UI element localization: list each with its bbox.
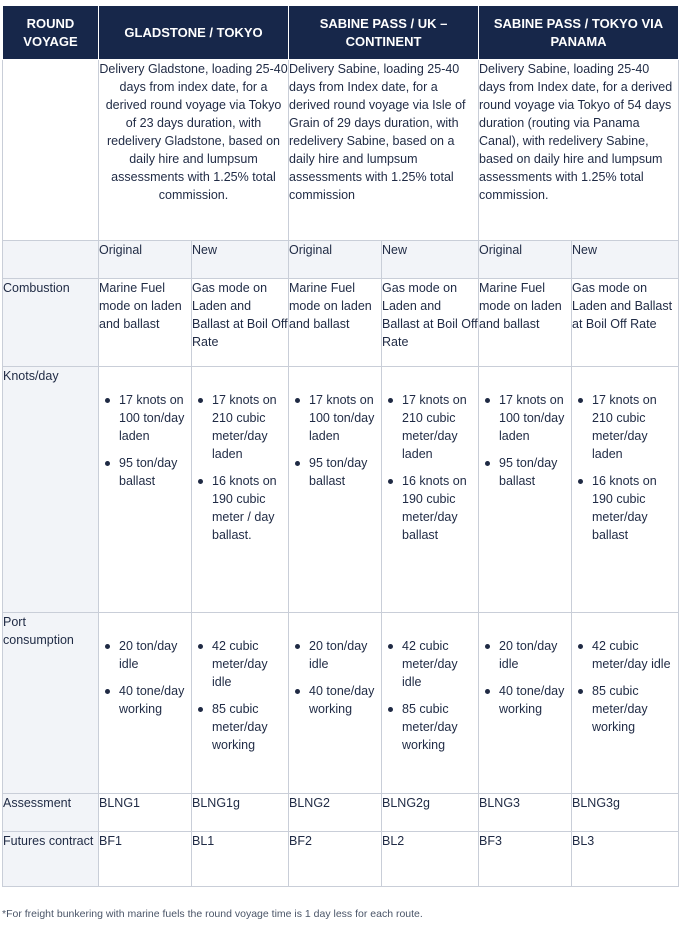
port-new	[572, 613, 679, 794]
knots-original	[99, 367, 192, 613]
assessment-value: BLNG1g	[192, 794, 289, 832]
list-item: 95 ton/day ballast	[309, 454, 381, 490]
combustion-original: Marine Fuel mode on laden and ballast	[99, 279, 192, 367]
assessment-label: Assessment	[3, 794, 99, 832]
list-item: 17 knots on 100 ton/day laden	[499, 391, 571, 445]
list-item: 40 tone/day working	[119, 682, 191, 718]
header-sabine-tokyo-panama: SABINE PASS / TOKYO VIA PANAMA	[479, 6, 679, 60]
assessment-value: BLNG2	[289, 794, 382, 832]
list-item: 20 ton/day idle	[309, 637, 381, 673]
list-item: 42 cubic meter/day idle	[212, 637, 288, 691]
route-3-description: Delivery Sabine, loading 25-40 days from Index date, for a derived round voyage via Tokyo of 54 days duration (routing via Panama Canal), with redelivery Sabine, based on daily hire and lumpsum assessments with 1.25% total commission.	[479, 60, 679, 241]
list-item: 17 knots on 210 cubic meter/day laden	[212, 391, 288, 463]
list-item: 95 ton/day ballast	[499, 454, 571, 490]
subheader-original: Original	[289, 241, 382, 279]
knots-new	[572, 367, 679, 613]
list-item: 17 knots on 210 cubic meter/day laden	[592, 391, 678, 463]
list-item: 42 cubic meter/day idle	[402, 637, 478, 691]
knots-original	[289, 367, 382, 613]
list-item: 17 knots on 100 ton/day laden	[309, 391, 381, 445]
subheader-original: Original	[99, 241, 192, 279]
list-item: 16 knots on 190 cubic meter / day ballast.	[212, 472, 288, 544]
list-item: 85 cubic meter/day working	[402, 700, 478, 754]
subheader-row	[3, 241, 679, 279]
futures-value: BL2	[382, 832, 479, 887]
list-item: 85 cubic meter/day working	[592, 682, 678, 736]
futures-contract-label: Futures contract	[3, 832, 99, 887]
list-item: 42 cubic meter/day idle	[592, 637, 678, 673]
route-2-description: Delivery Sabine, loading 25-40 days from Index date, for a derived round voyage via Isle of Grain of 29 days duration, with redelivery Sabine, based on a daily hire and lumpsum assessments with 1.25% total commission	[289, 60, 479, 241]
port-original	[99, 613, 192, 794]
combustion-original: Marine Fuel mode on laden and ballast	[289, 279, 382, 367]
description-row	[3, 60, 679, 241]
futures-value: BL1	[192, 832, 289, 887]
list-item: 16 knots on 190 cubic meter/day ballast	[592, 472, 678, 544]
futures-value: BL3	[572, 832, 679, 887]
combustion-new: Gas mode on Laden and Ballast at Boil Off Rate	[192, 279, 289, 367]
combustion-label: Combustion	[3, 279, 99, 367]
combustion-new: Gas mode on Laden and Ballast at Boil Off Rate	[382, 279, 479, 367]
knots-new	[192, 367, 289, 613]
header-round-voyage: ROUND VOYAGE	[3, 6, 99, 60]
assessment-value: BLNG2g	[382, 794, 479, 832]
list-item: 17 knots on 210 cubic meter/day laden	[402, 391, 478, 463]
port-consumption-label: Port consumption	[3, 613, 99, 794]
futures-value: BF2	[289, 832, 382, 887]
list-item: 40 tone/day working	[499, 682, 571, 718]
combustion-row	[3, 279, 679, 367]
list-item: 17 knots on 100 ton/day laden	[119, 391, 191, 445]
subheader-original: Original	[479, 241, 572, 279]
combustion-new: Gas mode on Laden and Ballast at Boil Off Rate	[572, 279, 679, 367]
route-1-description: Delivery Gladstone, loading 25-40 days from index date, for a derived round voyage via Tokyo of 23 days duration, with redelivery Gladstone, based on daily hire and lumpsum assessments with 1.25% total commission.	[99, 60, 289, 241]
futures-value: BF1	[99, 832, 192, 887]
futures-contract-row	[3, 832, 679, 887]
list-item: 20 ton/day idle	[499, 637, 571, 673]
port-original	[479, 613, 572, 794]
footnote: *For freight bunkering with marine fuels the round voyage time is 1 day less for each route.	[2, 908, 423, 920]
list-item: 85 cubic meter/day working	[212, 700, 288, 754]
subheader-label-empty	[3, 241, 99, 279]
header-row	[3, 6, 679, 60]
port-new	[382, 613, 479, 794]
header-gladstone-tokyo: GLADSTONE / TOKYO	[99, 6, 289, 60]
knots-new	[382, 367, 479, 613]
list-item: 95 ton/day ballast	[119, 454, 191, 490]
port-new	[192, 613, 289, 794]
port-original	[289, 613, 382, 794]
assessment-value: BLNG1	[99, 794, 192, 832]
description-label-empty	[3, 60, 99, 241]
port-consumption-row	[3, 613, 679, 794]
subheader-new: New	[572, 241, 679, 279]
futures-value: BF3	[479, 832, 572, 887]
knots-label: Knots/day	[3, 367, 99, 613]
assessment-row	[3, 794, 679, 832]
round-voyage-table	[2, 5, 679, 887]
knots-original	[479, 367, 572, 613]
subheader-new: New	[382, 241, 479, 279]
assessment-value: BLNG3	[479, 794, 572, 832]
subheader-new: New	[192, 241, 289, 279]
assessment-value: BLNG3g	[572, 794, 679, 832]
list-item: 16 knots on 190 cubic meter/day ballast	[402, 472, 478, 544]
knots-row	[3, 367, 679, 613]
combustion-original: Marine Fuel mode on laden and ballast	[479, 279, 572, 367]
header-sabine-uk: SABINE PASS / UK – CONTINENT	[289, 6, 479, 60]
list-item: 20 ton/day idle	[119, 637, 191, 673]
list-item: 40 tone/day working	[309, 682, 381, 718]
